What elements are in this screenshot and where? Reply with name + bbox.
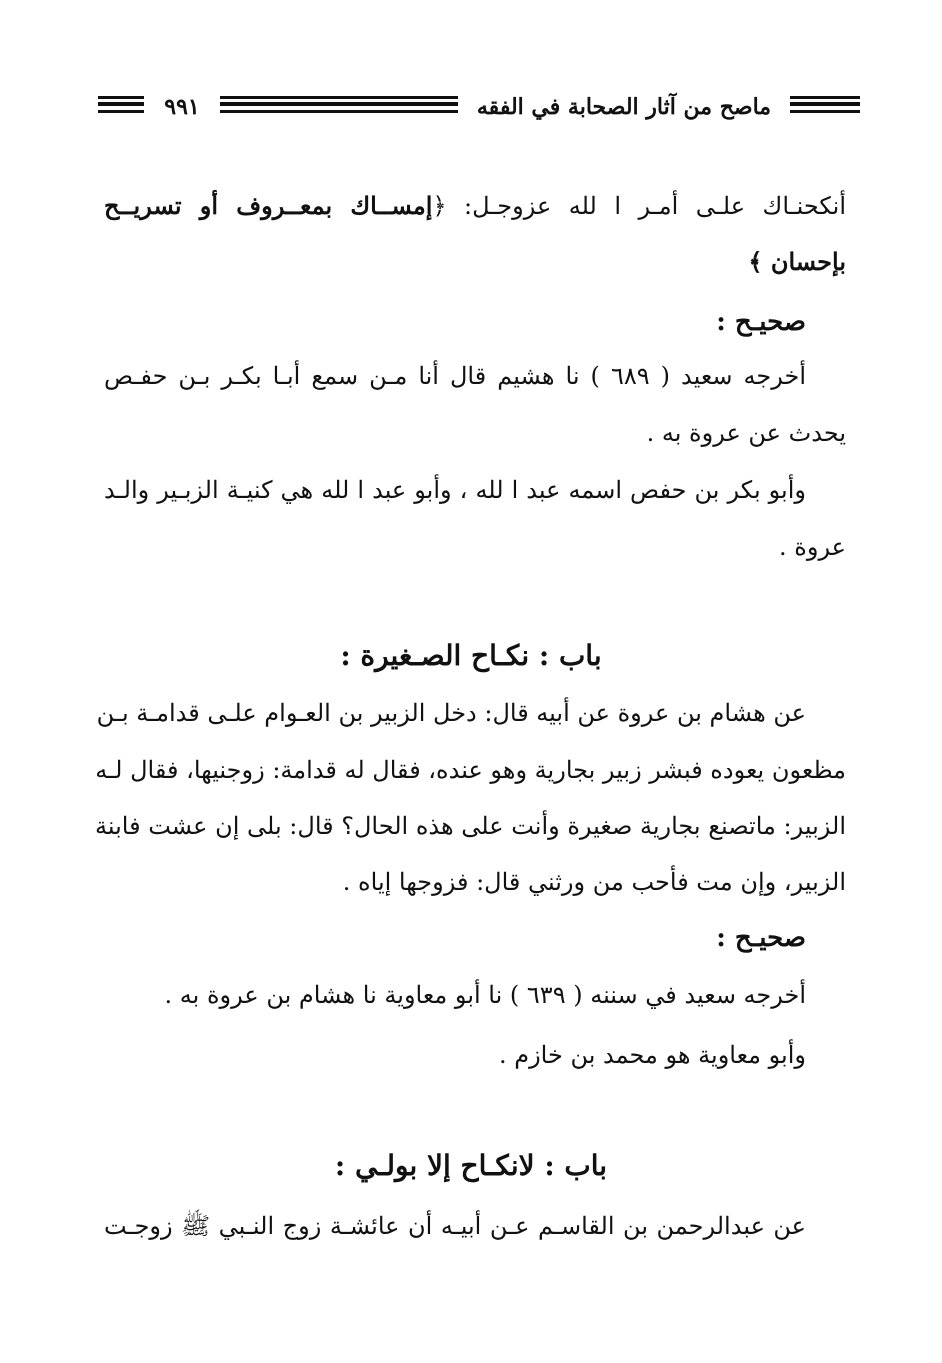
chapter-heading: باب : لانكـاح إلا بولـي : [334, 1149, 608, 1182]
verse-line-2 [748, 242, 846, 282]
text-line: عن عبدالرحمن بن القاسـم عـن أبيـه أن عائشـة زوج النـبي ﷺ زوجـت [104, 1212, 806, 1240]
note-line: وأبو بكر بن حفص اسمه عبد ا لله ، وأبو عبد ا لله هي كنيـة الزبـير والـد [104, 476, 806, 504]
verdict-label: صحيـح : [716, 307, 806, 337]
text-line: عن هشام بن عروة عن أبيه قال: دخل الزبير بن العـوام علـى قدامـة بـن [96, 699, 806, 727]
running-title: ماصح من آثار الصحابة في الفقه [476, 94, 772, 120]
verdict-label: صحيـح : [716, 923, 806, 953]
header-rule-middle [220, 96, 458, 118]
note-line: عروة . [779, 533, 846, 561]
verse-line-1: أنكحنـاك علـى أمـر ا لله عزوجـل: ﴿إمســاك بمعــروف أو تسريــح [104, 191, 846, 220]
text-line: مظعون يعوده فبشر زبير بجارية وهو عنده، فقال له قدامة: زوجنيها، فقال لـه [95, 756, 846, 784]
header-rule-left [98, 96, 144, 118]
page-header [98, 88, 860, 126]
quran-quote-end: بإحسان ﴾ [748, 247, 846, 276]
source-line: أخرجه سعيد في سننه ( ٦٣٩ ) نا أبو معاوية نا هشام بن عروة به . [164, 981, 806, 1009]
text-line: الزبير: ماتصنع بجارية صغيرة وأنت على هذه الحال؟ قال: بلى إن عشت فابنة [95, 812, 846, 840]
source-line: يحدث عن عروة به . [646, 419, 846, 447]
chapter-heading: باب : نكـاح الصـغيرة : [340, 639, 602, 672]
text-line: الزبير، وإن مت فأحب من ورثني قال: فزوجها إياه . [342, 868, 846, 896]
header-rule-right [790, 96, 860, 118]
quran-quote: إمســاك بمعــروف أو تسريــح [104, 191, 433, 220]
page-number: ٩٩١ [164, 94, 200, 120]
source-line: أخرجه سعيد ( ٦٨٩ ) نا هشيم قال أنا مـن سمع أبـا بكـر بـن حفـص [104, 362, 807, 390]
note-line: وأبو معاوية هو محمد بن خازم . [498, 1041, 806, 1069]
